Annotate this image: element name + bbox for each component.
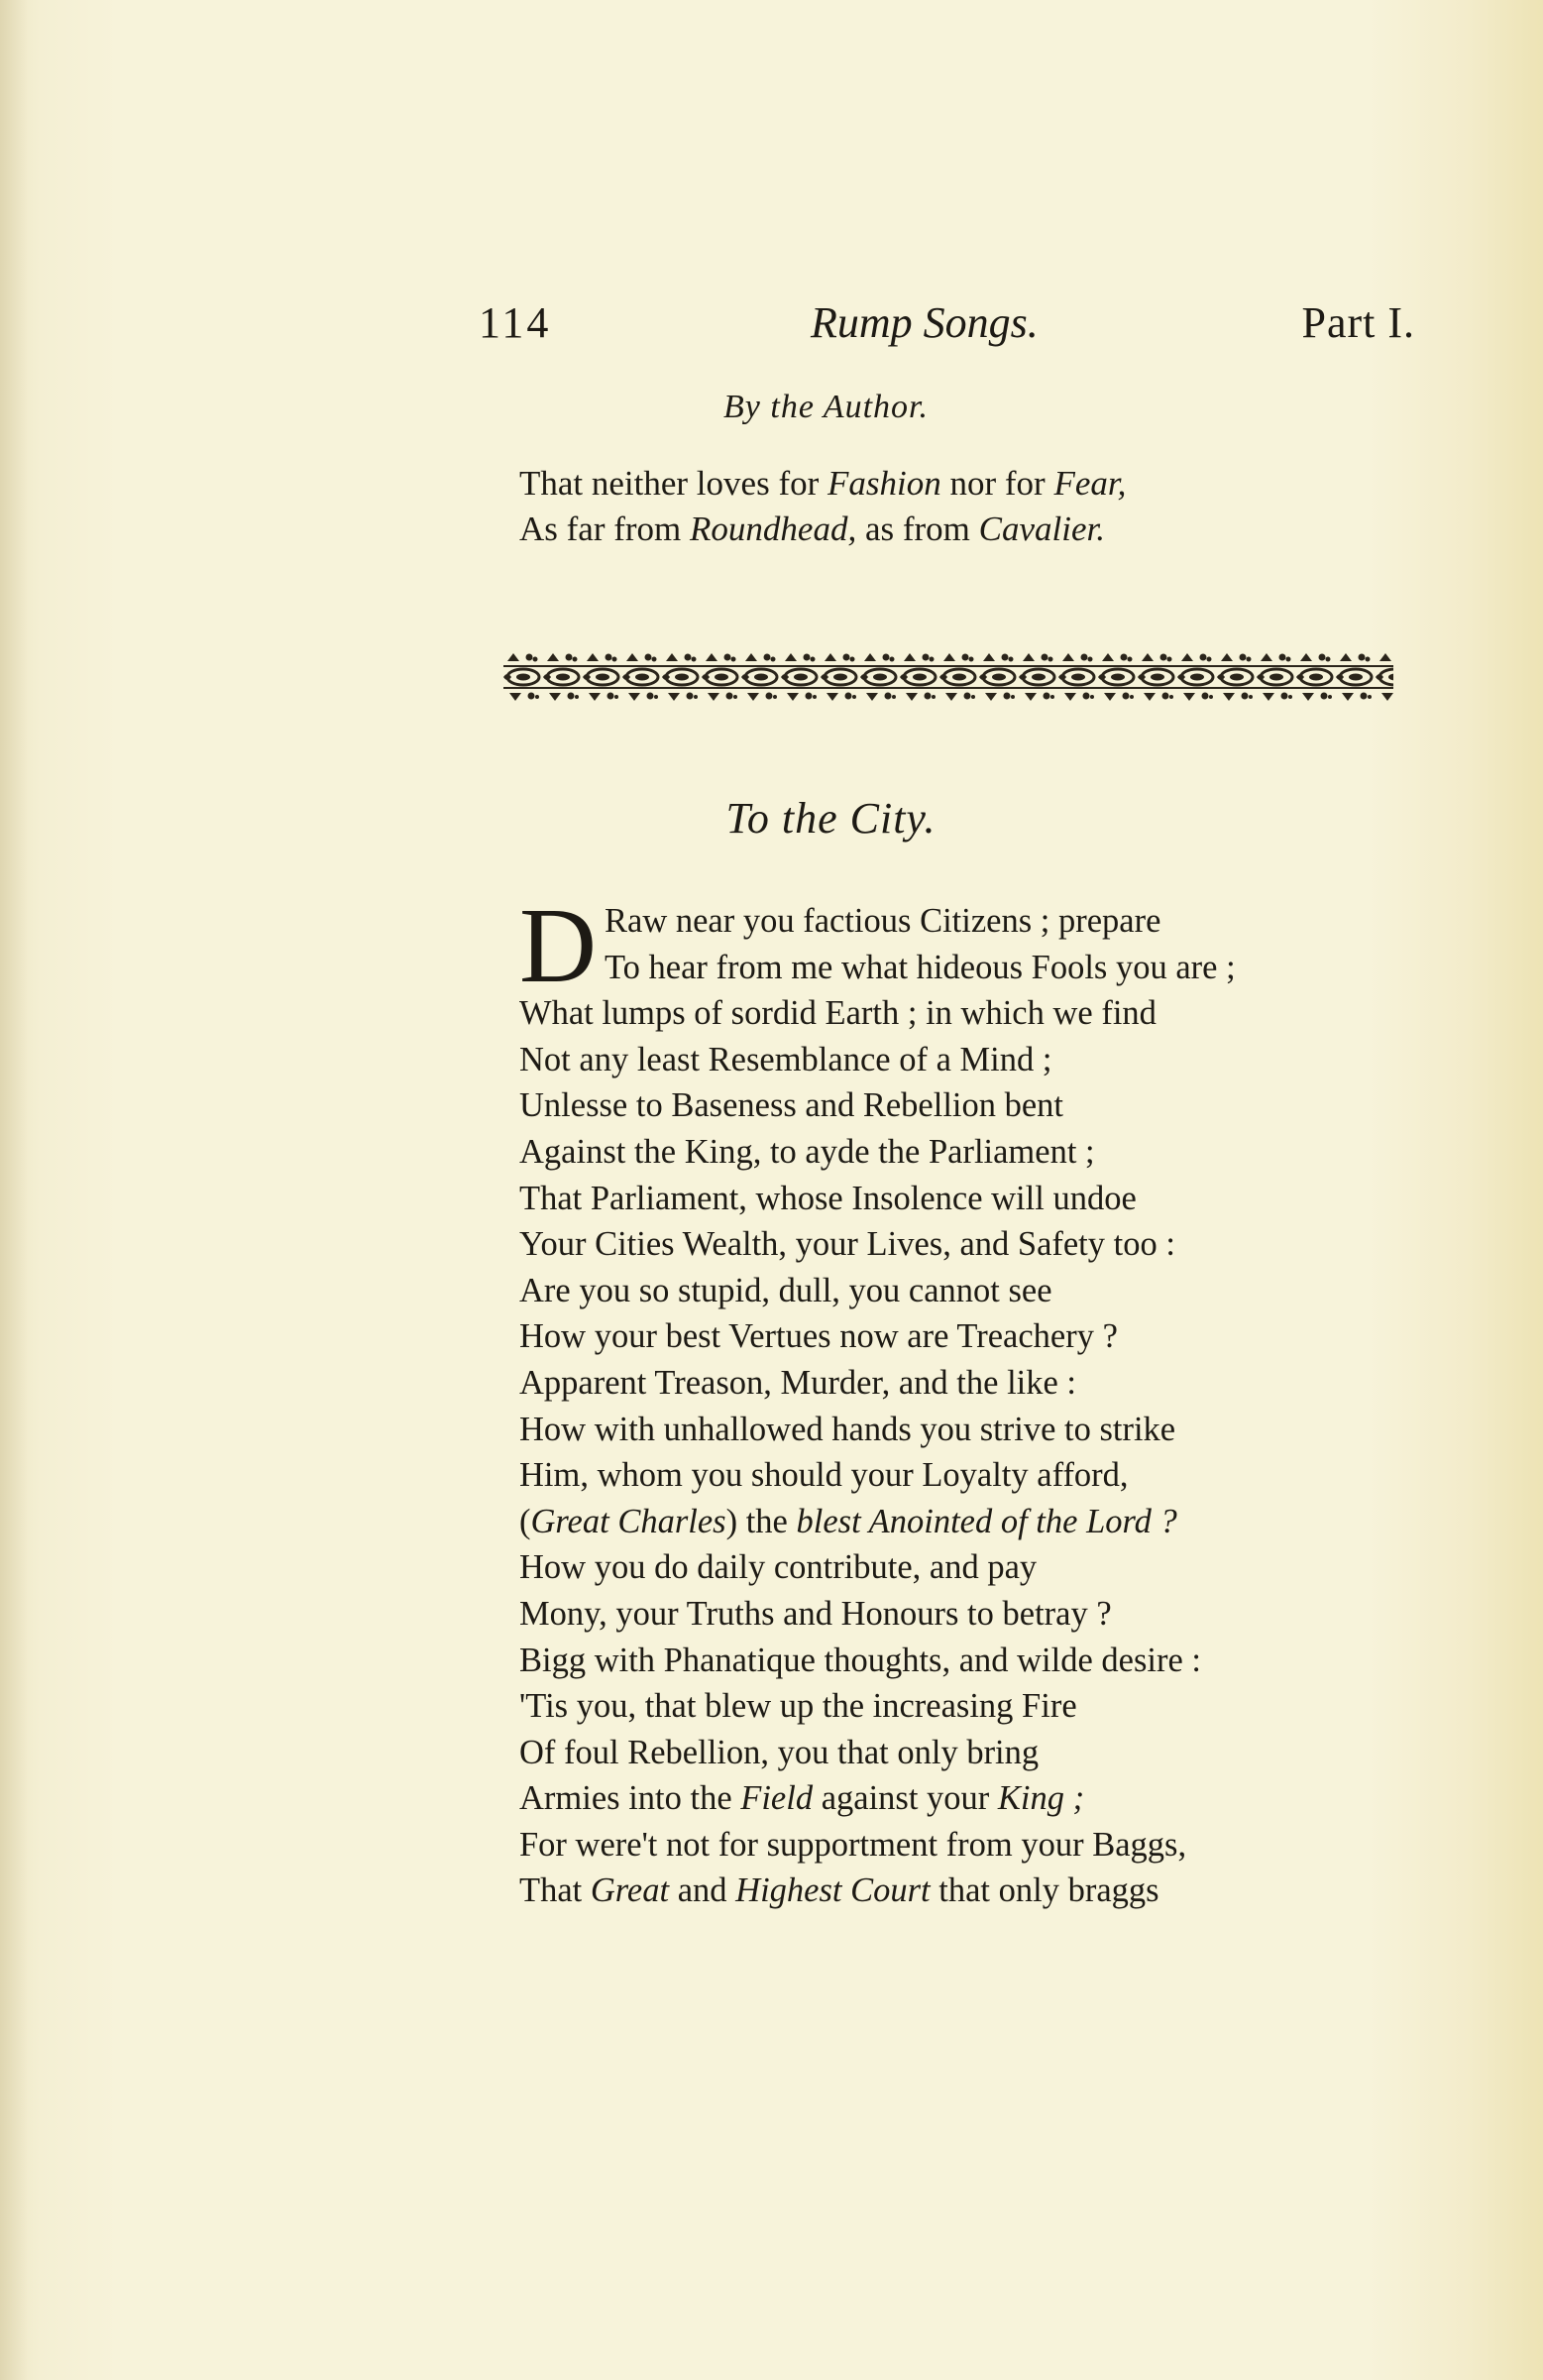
poem-line: Mony, your Truths and Honours to betray ? [519, 1594, 1112, 1633]
poem-line: Him, whom you should your Loyalty afford, [519, 1456, 1129, 1495]
poem-line: Are you so stupid, dull, you cannot see [519, 1271, 1052, 1309]
running-header [479, 297, 1415, 367]
poem-line: That Great and Highest Court that only braggs [519, 1871, 1159, 1910]
poem-line: Of foul Rebellion, you that only bring [519, 1733, 1040, 1771]
poem-line: Not any least Resemblance of a Mind ; [519, 1040, 1052, 1078]
poem-line: Armies into the Field against your King ; [519, 1779, 1085, 1818]
poem-line: Your Cities Wealth, your Lives, and Safety too : [519, 1225, 1175, 1264]
poem-line: Raw near you factious Citizens ; prepare [605, 902, 1161, 940]
couplet-line: That neither loves for Fashion nor for Fear, [519, 464, 1127, 503]
poem-line: 'Tis you, that blew up the increasing Fire [519, 1687, 1077, 1726]
poem-line: That Parliament, whose Insolence will undoe [519, 1179, 1137, 1217]
poem-line: How your best Vertues now are Treachery ? [519, 1317, 1118, 1356]
page-number: 114 [479, 298, 552, 347]
byline: By the Author. [723, 389, 929, 425]
poem-line: For were't not for supportment from your Baggs, [519, 1825, 1187, 1864]
poem-line: Against the King, to ayde the Parliament ; [519, 1132, 1095, 1171]
running-title: Rump Songs. [811, 298, 1039, 347]
couplet-line: As far from Roundhead, as from Cavalier. [519, 510, 1106, 548]
poem-line: To hear from me what hideous Fools you are ; [605, 948, 1236, 986]
poem-line: How you do daily contribute, and pay [519, 1548, 1038, 1587]
part-label: Part I. [1301, 298, 1415, 347]
poem-line: Apparent Treason, Murder, and the like : [519, 1363, 1077, 1402]
poem-line: Bigg with Phanatique thoughts, and wilde desire : [519, 1641, 1201, 1679]
poem-line: Unlesse to Baseness and Rebellion bent [519, 1086, 1064, 1125]
poem-title: To the City. [725, 794, 937, 843]
poem-line: What lumps of sordid Earth ; in which we find [519, 994, 1157, 1033]
decorative-border-ornament [503, 649, 1393, 705]
poem-line: How with unhallowed hands you strive to strike [519, 1410, 1176, 1448]
couplet [519, 461, 1126, 552]
poem-body [519, 887, 1236, 1914]
drop-cap: D [519, 887, 597, 1005]
poem-line: (Great Charles) the blest Anointed of the Lord ? [519, 1502, 1177, 1540]
